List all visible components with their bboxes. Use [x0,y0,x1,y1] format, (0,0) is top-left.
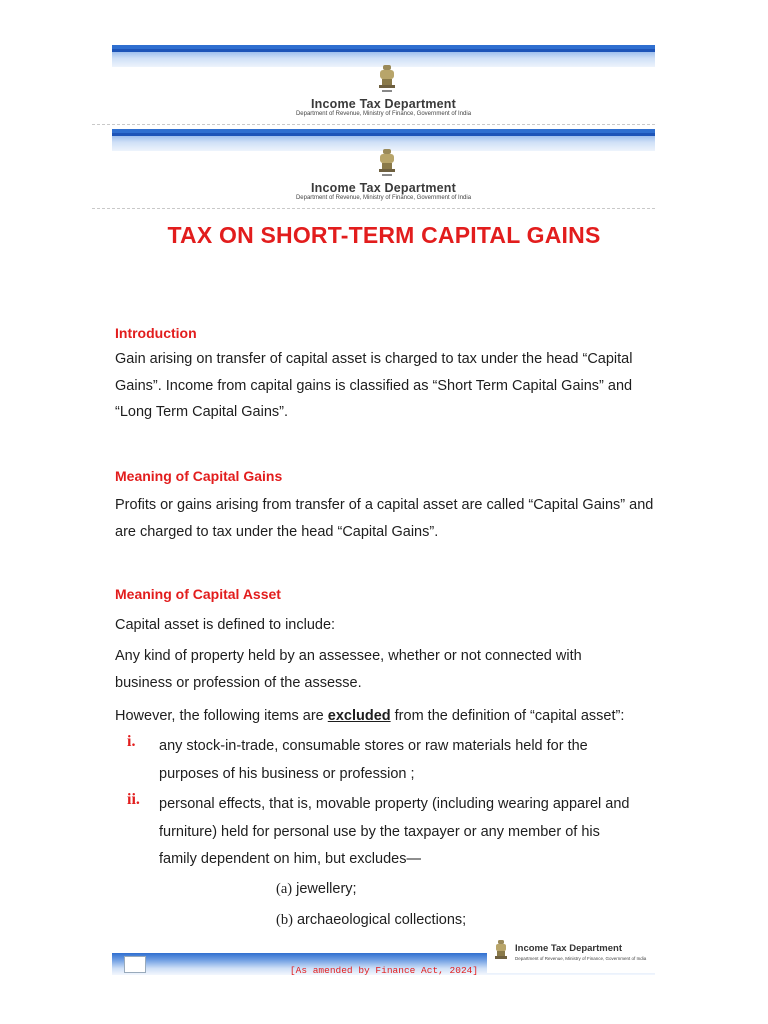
text-line: Gains”. Income from capital gains is classified as “Short Term Capital Gains” and [115,377,633,394]
text-line: Profits or gains arising from transfer of a capital asset are called “Capital Gains” and [115,497,654,513]
text-line: business or profession of the assesse. [115,674,362,691]
page-title: TAX ON SHORT-TERM CAPITAL GAINS [167,222,601,248]
sub-list-label: (b) [276,912,293,928]
text-line: Gain arising on transfer of capital asset is charged to tax under the head “Capital [115,351,633,367]
text-span: However, the following items are [115,708,328,724]
exclusions-intro [115,703,685,730]
list-item-number: i. [127,733,136,750]
list-item-number: ii. [127,791,140,808]
sub-list-text: jewellery; [292,881,357,897]
section-heading-capital-asset: Meaning of Capital Asset [115,586,281,602]
excluded-emphasis: excluded [327,708,391,724]
capital-gains-paragraph [115,492,685,545]
header-banner [112,45,655,127]
footer-department: Income Tax Department [515,943,622,954]
sub-list-label: (a) [276,881,293,897]
national-emblem-icon [374,63,400,95]
national-emblem-icon [374,147,400,179]
capital-asset-paragraph [115,643,685,696]
sub-list-item [276,912,466,929]
text-line: “Long Term Capital Gains”. [115,404,289,420]
text-span: from the definition of “capital asset”: [390,708,625,724]
section-heading-capital-gains: Meaning of Capital Gains [115,468,283,484]
department-subtitle: Department of Revenue, Ministry of Finance, Government of India [295,195,472,201]
department-subtitle: Department of Revenue, Ministry of Finance, Government of India [295,111,472,117]
department-name: Income Tax Department [311,97,456,111]
text-line: family dependent on him, but excludes— [159,851,421,867]
national-emblem-icon [493,939,509,963]
text-line: any stock-in-trade, consumable stores or raw materials held for the [159,738,588,754]
divider [92,208,655,209]
text-line: are charged to tax under the head “Capital Gains”. [115,523,439,540]
footer-subtitle: Department of Revenue, Ministry of Finance, Government of India [515,956,647,961]
capital-asset-definition: Capital asset is defined to include: [115,617,336,633]
introduction-paragraph [115,346,685,426]
list-item-text [159,733,659,788]
header-banner [112,129,655,211]
section-heading-introduction: Introduction [115,325,197,341]
text-line: personal effects, that is, movable property (including wearing apparel and [159,796,630,812]
list-item-text [159,791,659,874]
text-line: Any kind of property held by an assessee, whether or not connected with [115,648,582,664]
amendment-note: [As amended by Finance Act, 2024] [289,965,479,976]
text-line: purposes of his business or profession ; [159,765,415,782]
sub-list-text: archaeological collections; [292,912,467,928]
sub-list-item [276,881,357,898]
divider [92,124,655,125]
text-line: furniture) held for personal use by the taxpayer or any member of his [159,823,600,840]
department-name: Income Tax Department [311,181,456,195]
